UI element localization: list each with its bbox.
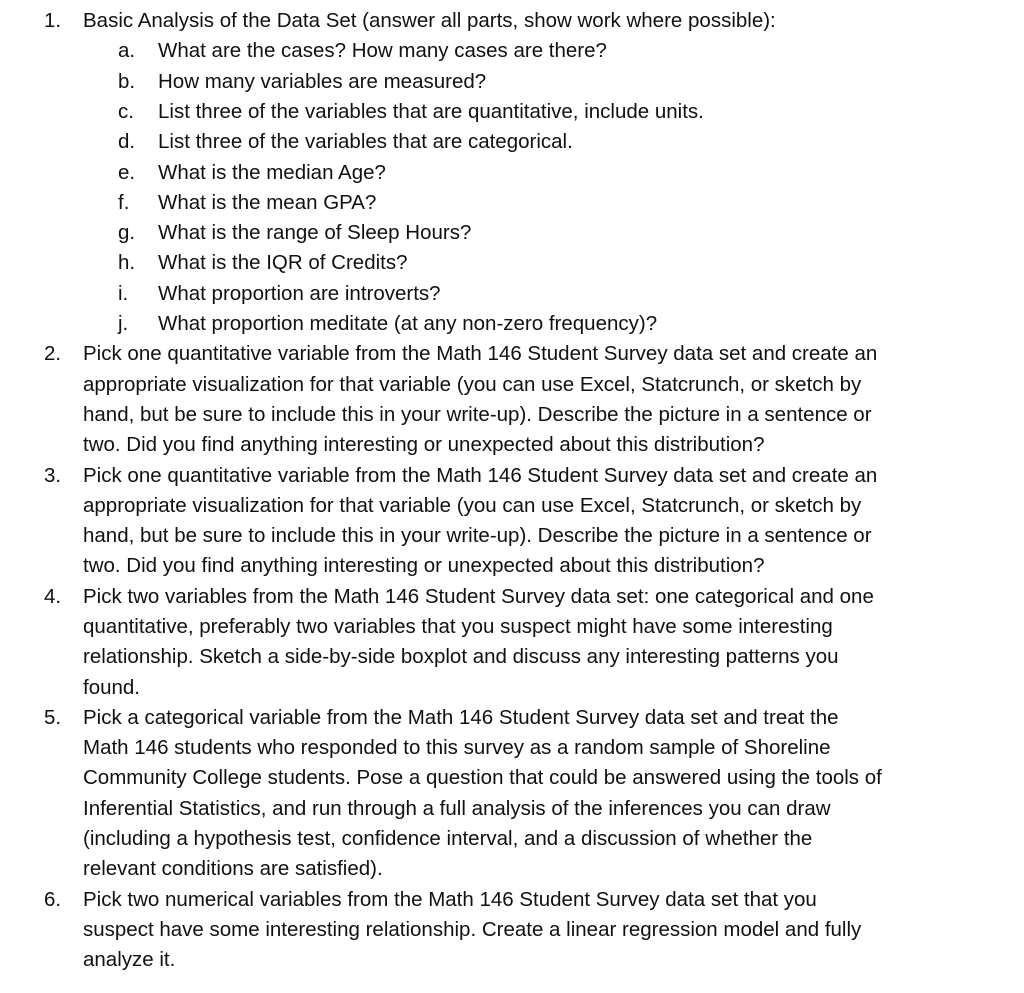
question-line: quantitative, preferably two variables that you suspect might have some interesting [83,614,833,638]
question-line: Pick one quantitative variable from the Math 146 Student Survey data set and create an [83,463,878,487]
question-line: suspect have some interesting relationship. Create a linear regression model and fully [83,917,862,941]
question-line: Pick two numerical variables from the Math 146 Student Survey data set that you [83,887,817,911]
subpart-text: List three of the variables that are categorical. [158,130,573,154]
question-text [83,703,988,885]
subpart-letter: h. [118,251,136,275]
subpart-d [0,127,1024,157]
question-line: analyze it. [83,948,176,972]
subpart-f [0,188,1024,218]
question-line: Community College students. Pose a question that could be answered using the tools of [83,766,882,790]
subpart-text: What proportion are introverts? [158,281,441,305]
subpart-letter: d. [118,130,136,154]
question-number: 2. [44,342,62,366]
subpart-c [0,97,1024,127]
question-line: hand, but be sure to include this in your write-up). Describe the picture in a sentence or [83,402,872,426]
subpart-text: What is the median Age? [158,160,386,184]
question-number: 5. [44,705,62,729]
subpart-text: What are the cases? How many cases are there? [158,39,607,63]
subpart-letter: c. [118,99,134,123]
subpart-letter: a. [118,39,136,63]
subpart-text: What proportion meditate (at any non-zero frequency)? [158,312,658,335]
question-line: (including a hypothesis test, confidence interval, and a discussion of whether the [83,827,813,851]
question-line: Inferential Statistics, and run through a full analysis of the inferences you can draw [83,796,831,820]
subpart-a [0,36,1024,66]
subpart-text: List three of the variables that are quantitative, include units. [158,99,704,123]
subpart-letter: g. [118,221,136,245]
question-number: 4. [44,584,62,608]
question-text [83,885,988,976]
question-line: Pick a categorical variable from the Math 146 Student Survey data set and treat the [83,705,839,729]
question-line: found. [83,675,140,699]
subpart-text: How many variables are measured? [158,69,487,93]
subpart-letter: f. [118,190,130,214]
question-line: Pick one quantitative variable from the Math 146 Student Survey data set and create an [83,342,878,366]
subpart-e [0,158,1024,188]
question-line: two. Did you find anything interesting or unexpected about this distribution? [83,433,765,457]
question-text [83,461,988,582]
question-line: hand, but be sure to include this in your write-up). Describe the picture in a sentence or [83,524,872,548]
subpart-i [0,279,1024,309]
question-number: 6. [44,887,62,911]
question-number: 1. [44,9,62,32]
subpart-j [0,309,1024,339]
question-text [83,6,988,36]
question-line: relevant conditions are satisfied). [83,857,383,881]
question-number: 3. [44,463,62,487]
subpart-text: What is the range of Sleep Hours? [158,221,472,245]
question-line: Math 146 students who responded to this survey as a random sample of Shoreline [83,736,831,760]
subpart-letter: e. [118,160,136,184]
subpart-b [0,67,1024,97]
question-line: two. Did you find anything interesting or unexpected about this distribution? [83,554,765,578]
subpart-h [0,248,1024,278]
question-line: relationship. Sketch a side-by-side boxplot and discuss any interesting patterns you [83,645,839,669]
question-line: Basic Analysis of the Data Set (answer all parts, show work where possible): [83,9,776,32]
subpart-g [0,218,1024,248]
subpart-letter: j. [118,312,129,335]
question-line: appropriate visualization for that variable (you can use Excel, Statcrunch, or sketch by [83,493,862,517]
subpart-letter: b. [118,69,136,93]
question-text [83,339,988,460]
subpart-letter: i. [118,281,129,305]
question-line: appropriate visualization for that variable (you can use Excel, Statcrunch, or sketch by [83,372,862,396]
question-text [83,582,988,703]
subpart-text: What is the IQR of Credits? [158,251,408,275]
question-line: Pick two variables from the Math 146 Student Survey data set: one categorical and one [83,584,874,608]
subpart-text: What is the mean GPA? [158,190,377,214]
